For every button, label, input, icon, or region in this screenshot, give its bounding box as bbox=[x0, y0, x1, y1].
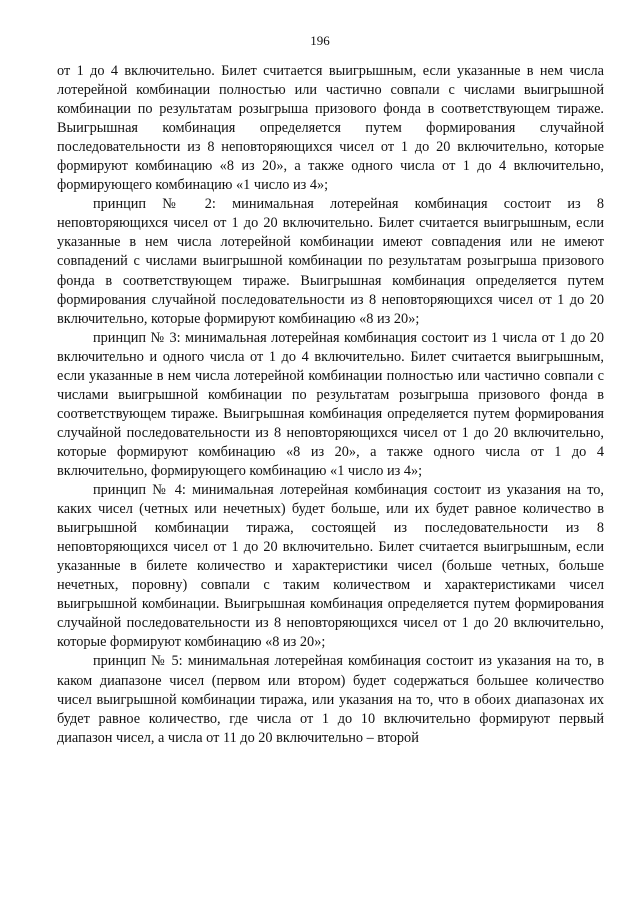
paragraph-continuation: от 1 до 4 включительно. Билет считается выигрышным, если указанные в нем числа лотерейной комбинации полностью или частично совпали с числами выигрышной комбинации по результатам розыгрыша призового фонда в соответствующем тираже. Выигрышная комбинация определяется путем формирования случайной последовательности из 8 неповторяющихся чисел от 1 до 20 включительно, которые формируют комбинацию «8 из 20», а также одного числа от 1 до 4 включительно, формирующего комбинацию «1 число из 4»; bbox=[57, 63, 604, 194]
paragraph-principle-3: принцип № 3: минимальная лотерейная комбинация состоит из 1 числа от 1 до 20 включительно и одного числа от 1 до 4 включительно. Билет считается выигрышным, если указанные в нем числа лотерейной комбинации полностью или частично совпали с числами выигрышной комбинации по результатам розыгрыша призового фонда в соответствующем тираже. Выигрышная комбинация определяется путем формирования случайной последовательности из 8 неповторяющихся чисел от 1 до 20 включительно, которые формируют комбинацию «8 из 20», а также одного числа от 1 до 4 включительно, формирующего комбинацию «1 число из 4»; bbox=[57, 329, 604, 479]
paragraph-principle-5: принцип № 5: минимальная лотерейная комбинация состоит из указания на то, в каком диапазоне чисел (первом или втором) будет содержаться большее количество чисел выигрышной комбинации тиража, или указания на то, что в обоих диапазонах их будет равное количество, где числа от 1 до 10 включительно формируют первый диапазон чисел, а числа от 11 до 20 включительно – второй bbox=[57, 653, 604, 746]
paragraph-principle-4: принцип № 4: минимальная лотерейная комбинация состоит из указания на то, каких чисел (четных или нечетных) будет больше, или их будет равное количество в выигрышной комбинации тиража, состоящей из последовательности из 8 неповторяющихся чисел от 1 до 20 включительно. Билет считается выигрышным, если указанные в билете количество и характеристики чисел (больше четных, больше нечетных, поровну) совпали с таким количеством и характеристиками чисел выигрышной комбинации. Выигрышная комбинация определяется путем формирования случайной последовательности из 8 неповторяющихся чисел от 1 до 20 включительно, которые формируют комбинацию «8 из 20»; bbox=[57, 482, 604, 651]
page-number: 196 bbox=[310, 33, 330, 48]
paragraph-principle-2: принцип № 2: минимальная лотерейная комбинация состоит из 8 неповторяющихся чисел от 1 до 20 включительно. Билет считается выигрышным, если указанные в нем числа лотерейной комбинации имеют совпадения или не имеют совпадений с числами выигрышной комбинации по результатам розыгрыша призового фонда в соответствующем тираже. Выигрышная комбинация определяется путем формирования случайной последовательности из 8 неповторяющихся чисел от 1 до 20 включительно, которые формируют комбинацию «8 из 20»; bbox=[57, 196, 604, 327]
document-body bbox=[57, 62, 604, 748]
